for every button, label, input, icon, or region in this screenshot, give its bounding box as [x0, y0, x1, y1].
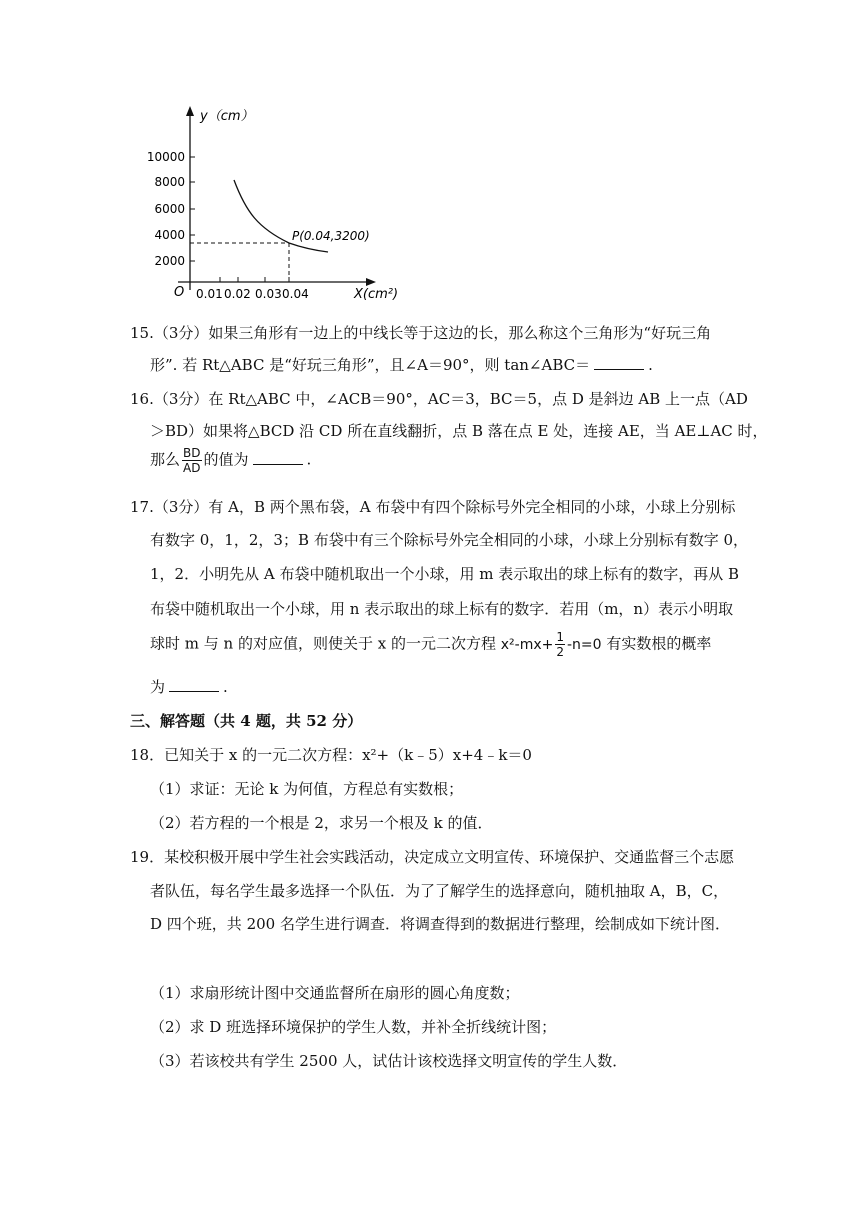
q15-period: . — [648, 356, 653, 374]
x-tick-0.04: 0.04 — [282, 287, 309, 301]
q15-line1: 15.（3分）如果三角形有一边上的中线长等于这边的长，那么称这个三角形为“好玩三角 — [130, 324, 712, 342]
q16-fraction — [182, 446, 201, 475]
y-tick-4000: 4000 — [154, 228, 185, 242]
q16-line1: 16.（3分）在 Rt△ABC 中，∠ACB＝90°，AC＝3，BC＝5，点 D 是斜边 AB 上一点（AD — [130, 390, 748, 408]
q19-part2: （2）求 D 班选择环境保护的学生人数，并补全折线统计图； — [150, 1018, 557, 1036]
q15-line2 — [150, 354, 653, 375]
q19-line2: 者队伍，每名学生最多选择一个队伍．为了了解学生的选择意向，随机抽取 A，B，C， — [150, 882, 729, 900]
q19-part3: （3）若该校共有学生 2500 人，试估计该校选择文明宣传的学生人数． — [150, 1052, 628, 1070]
q16-text-a: 那么 — [150, 450, 181, 469]
q17-line3: 1，2．小明先从 A 布袋中随机取出一个小球，用 m 表示取出的球上标有的数字，再从 B — [150, 565, 740, 583]
x-axis-arrow — [366, 278, 376, 286]
q17-eq-numerator: 1 — [556, 630, 564, 644]
x-tick-0.01: 0.01 — [196, 287, 223, 301]
x-tick-0.03: 0.03 — [255, 287, 282, 301]
q18-part1: （1）求证：无论 k 为何值，方程总有实数根； — [150, 780, 464, 798]
q19-line3: D 四个班，共 200 名学生进行调查．将调查得到的数据进行整理，绘制成如下统计图． — [150, 915, 730, 933]
q16-period: . — [306, 450, 312, 469]
q16-text-b: 的值为 — [203, 450, 249, 469]
y-tick-8000: 8000 — [154, 175, 185, 189]
q17-line1: 17.（3分）有 A，B 两个黑布袋，A 布袋中有四个除标号外完全相同的小球，小球上分别标 — [130, 498, 736, 516]
q18-line1: 18．已知关于 x 的一元二次方程：x²+（k﹣5）x+4﹣k＝0 — [130, 746, 532, 764]
q17-eq-part-a: x²-mx+ — [500, 636, 554, 653]
q17-text-c: 为 — [150, 678, 166, 696]
y-tick-6000: 6000 — [154, 202, 185, 216]
q17-eq-fraction — [555, 630, 565, 659]
q17-text-b: 有实数根的概率 — [606, 634, 712, 653]
q19-part1: （1）求扇形统计图中交通监督所在扇形的圆心角度数； — [150, 984, 520, 1002]
q17-eq-part-b: -n=0 — [567, 636, 602, 653]
x-tick-0.02: 0.02 — [224, 287, 251, 301]
q15-text: 形”. 若 Rt△ABC 是“好玩三角形”，且∠A＝90°，则 tan∠ABC＝ — [150, 356, 591, 374]
q16-line2: ＞BD）如果将△BCD 沿 CD 所在直线翻折，点 B 落在点 E 处，连接 AE，当 AE⊥AC 时， — [150, 422, 768, 440]
y-tick-2000: 2000 — [154, 254, 185, 268]
x-tick-labels — [196, 287, 309, 301]
q15-answer-blank — [594, 355, 644, 370]
point-label: P(0.04,3200) — [292, 229, 370, 243]
q17-line5 — [150, 630, 711, 659]
x-axis-label: X(cm²) — [354, 287, 399, 302]
inverse-function-graph — [146, 100, 420, 305]
origin-label: O — [174, 285, 185, 300]
y-tick-labels — [147, 150, 185, 268]
q17-eq-denominator: 2 — [556, 645, 564, 659]
q17-line4: 布袋中随机取出一个小球，用 n 表示取出的球上标有的数字．若用（m，n）表示小明取 — [150, 600, 734, 618]
y-axis-arrow — [186, 106, 194, 116]
section-3-heading: 三、解答题（共 4 题，共 52 分） — [130, 712, 363, 730]
q17-period: . — [223, 678, 228, 696]
q19-line1: 19．某校积极开展中学生社会实践活动，决定成立文明宣传、环境保护、交通监督三个志愿 — [130, 848, 735, 866]
q17-line2: 有数字 0，1，2，3；B 布袋中有三个除标号外完全相同的小球，小球上分别标有数字 0， — [150, 531, 749, 549]
q17-equation — [500, 630, 602, 659]
q17-answer-blank — [169, 677, 219, 692]
y-tick-10000: 10000 — [146, 150, 185, 164]
q18-part2: （2）若方程的一个根是 2，求另一个根及 k 的值． — [150, 814, 493, 832]
q17-text-a: 球时 m 与 n 的对应值，则使关于 x 的一元二次方程 — [150, 634, 496, 653]
y-axis-label: y（cm） — [200, 109, 254, 124]
q16-line3 — [150, 446, 311, 475]
q17-line6 — [150, 676, 228, 697]
q16-frac-numerator: BD — [183, 446, 201, 460]
q16-frac-denominator: AD — [183, 461, 201, 475]
q16-answer-blank — [253, 450, 303, 465]
